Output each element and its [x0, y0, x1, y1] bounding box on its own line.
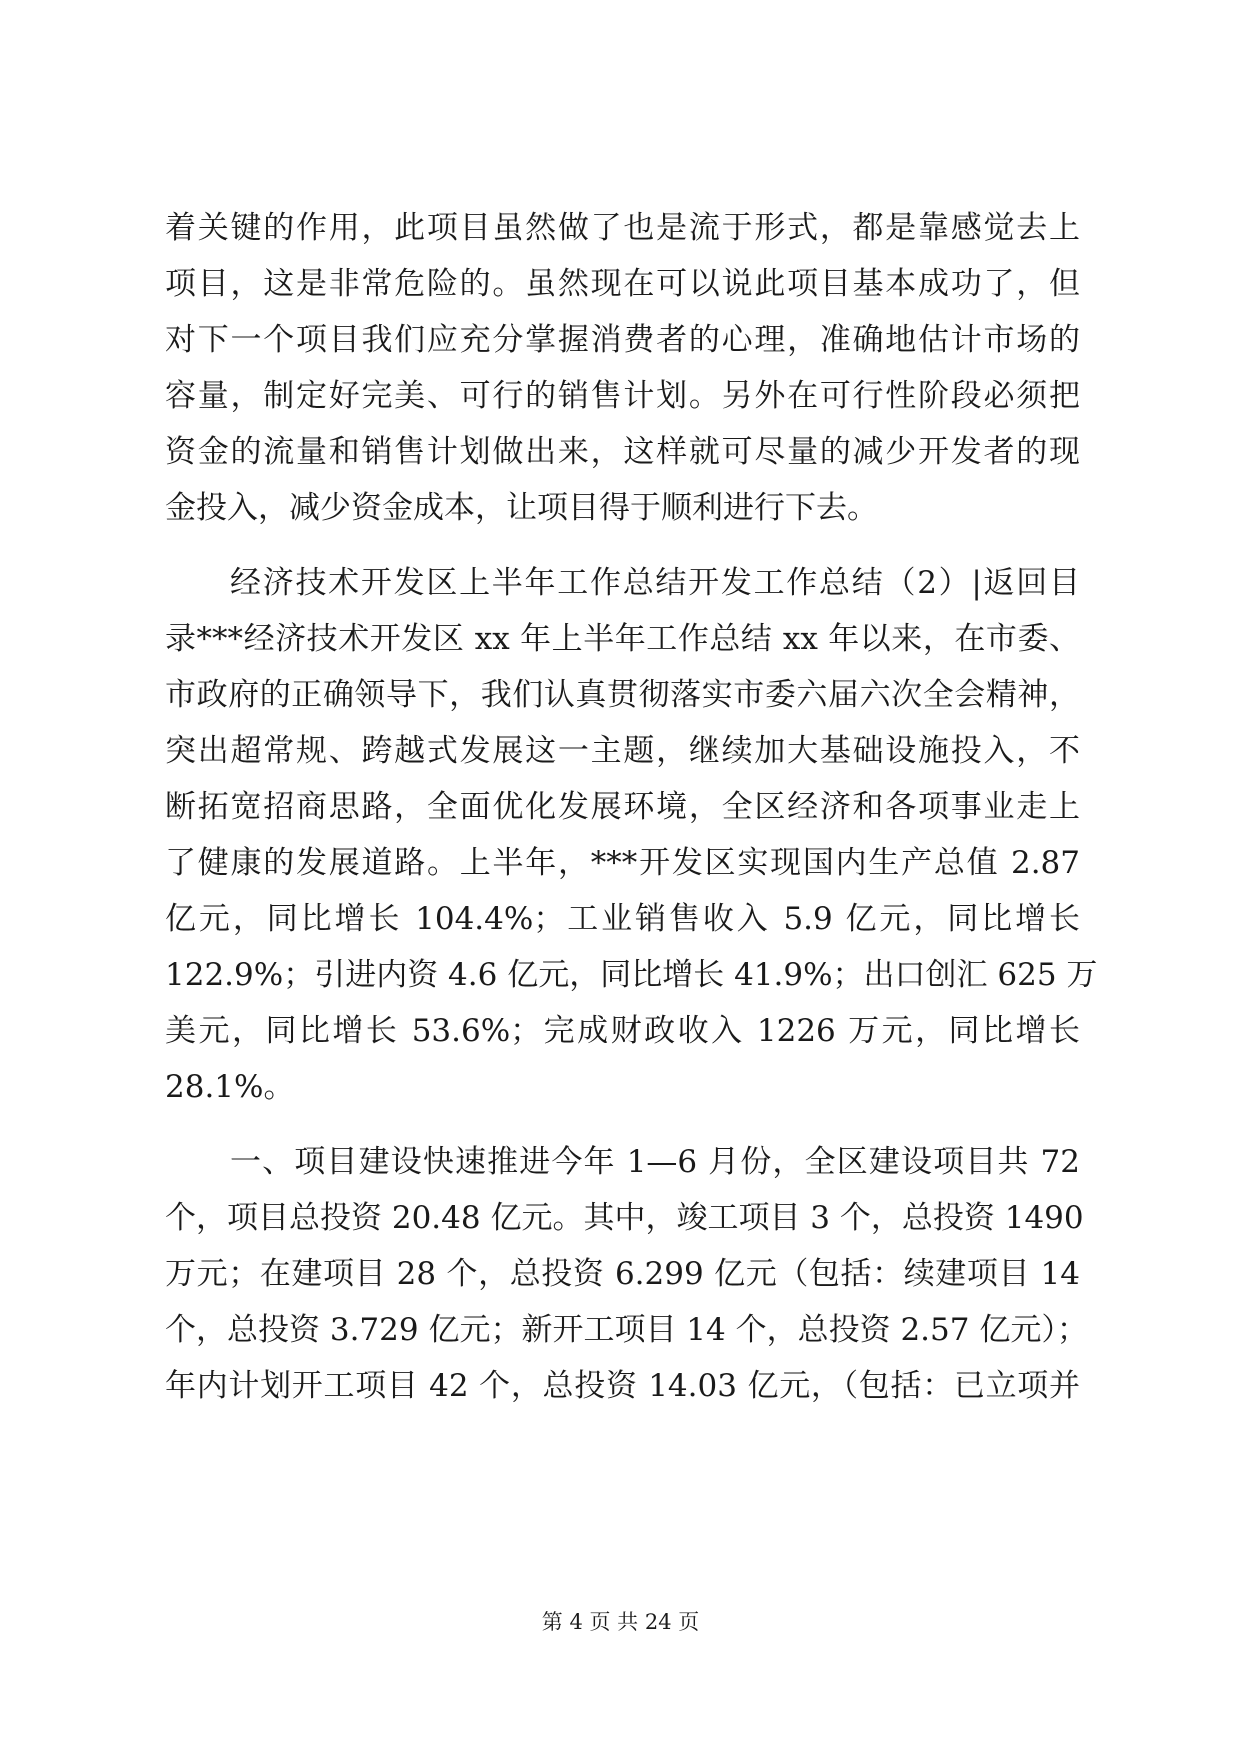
- text-line: 断拓宽招商思路，全面优化发展环境，全区经济和各项事业走上: [165, 789, 1080, 825]
- text-line: 着关键的作用，此项目虽然做了也是流于形式，都是靠感觉去上: [165, 210, 1080, 246]
- text-line: 一、项目建设快速推进今年 1—6 月份，全区建设项目共 72: [230, 1144, 1080, 1180]
- text-line: 资金的流量和销售计划做出来，这样就可尽量的减少开发者的现: [165, 434, 1080, 470]
- text-line: 录***经济技术开发区 xx 年上半年工作总结 xx 年以来，在市委、: [165, 621, 1080, 657]
- text-line: 突出超常规、跨越式发展这一主题，继续加大基础设施投入，不: [165, 733, 1080, 769]
- page-number-footer: 第 4 页 共 24 页: [541, 1610, 700, 1634]
- text-line: 年内计划开工项目 42 个，总投资 14.03 亿元，（包括：已立项并: [165, 1368, 1080, 1404]
- text-line: 亿元，同比增长 104.4%；工业销售收入 5.9 亿元，同比增长: [165, 901, 1080, 937]
- text-line: 28.1%。: [165, 1069, 295, 1105]
- text-line: 金投入，减少资金成本，让项目得于顺利进行下去。: [165, 490, 878, 526]
- text-line: 对下一个项目我们应充分掌握消费者的心理，准确地估计市场的: [165, 322, 1080, 358]
- text-line: 了健康的发展道路。上半年，***开发区实现国内生产总值 2.87: [165, 845, 1080, 881]
- text-line: 市政府的正确领导下，我们认真贯彻落实市委六届六次全会精神，: [165, 677, 1080, 713]
- text-line: 122.9%；引进内资 4.6 亿元，同比增长 41.9%；出口创汇 625 万: [165, 957, 1098, 993]
- text-line: 美元，同比增长 53.6%；完成财政收入 1226 万元，同比增长: [165, 1013, 1080, 1049]
- text-line: 个，总投资 3.729 亿元；新开工项目 14 个，总投资 2.57 亿元）；: [165, 1312, 1088, 1348]
- text-line: 个，项目总投资 20.48 亿元。其中，竣工项目 3 个，总投资 1490: [165, 1200, 1084, 1236]
- text-line: 项目，这是非常危险的。虽然现在可以说此项目基本成功了，但: [165, 266, 1080, 302]
- text-line: 容量，制定好完美、可行的销售计划。另外在可行性阶段必须把: [165, 378, 1080, 414]
- text-line: 万元；在建项目 28 个，总投资 6.299 亿元（包括：续建项目 14: [165, 1256, 1080, 1292]
- text-line: 经济技术开发区上半年工作总结开发工作总结（2）|返回目: [230, 565, 1080, 601]
